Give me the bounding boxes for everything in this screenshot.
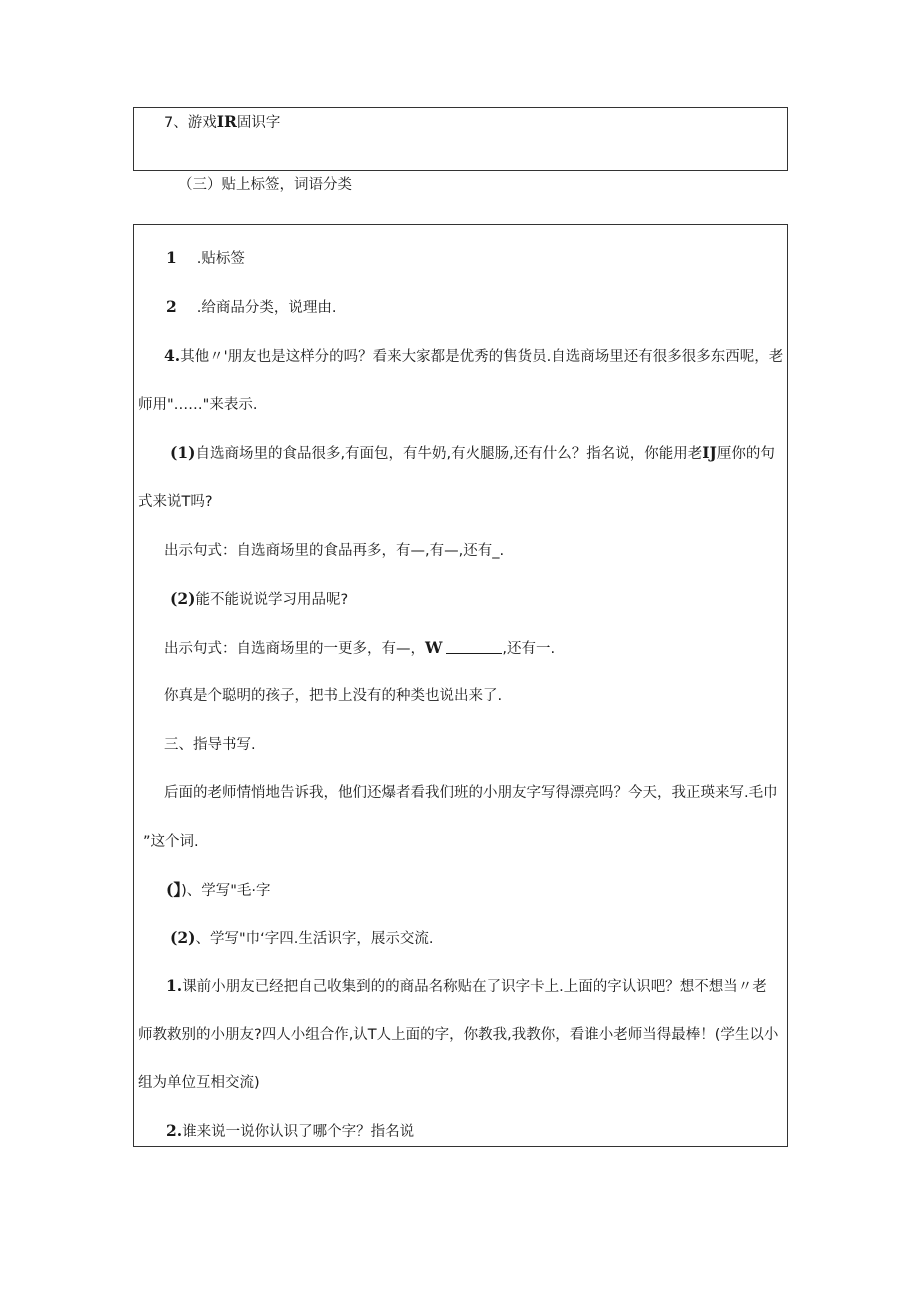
paragraph-3: [164, 346, 783, 367]
paragraph-text-tail: 厘你的句: [716, 446, 775, 462]
paragraph-text: 课前小朋友已经把自己收集到的的商品名称贴在了识字卡上.上面的字认识吧？想不想当〃老: [182, 979, 767, 995]
paragraph-text: 谁来说一说你认识了哪个字？指名说: [182, 1124, 415, 1140]
section-heading-3: 三、指导书写.: [164, 737, 256, 753]
paragraph-text: 能不能说说学习用品呢?: [195, 592, 349, 608]
pattern-text: 出示句式：自选商场里的一更多，有—，: [164, 641, 425, 657]
item-text-tail: 固识字: [236, 115, 281, 131]
game-item-7: [164, 112, 280, 133]
sentence-pattern-2: [164, 638, 555, 659]
paragraph-number: 1.: [166, 976, 183, 995]
paragraph-text: .贴标签: [196, 251, 245, 267]
paragraph-text: 其他〃'朋友也是这样分的吗？看来大家都是优秀的售货员.自选商场里还有很多很多东西呢，老: [180, 349, 784, 365]
paragraph-number: 1: [166, 248, 177, 267]
paragraph-text: 自选商场里的食品很多,有面包，有牛奶,有火腿肠,还有什么？指名说，你能用老: [195, 446, 703, 462]
paragraph-text: )、学写"毛·字: [181, 883, 271, 899]
paragraph-5: [170, 589, 348, 610]
paragraph-number: 4.: [164, 346, 181, 365]
praise-line: 你真是个聪明的孩子，把书上没有的种类也说出来了.: [164, 688, 503, 704]
paragraph-text: .给商品分类，说理由.: [196, 300, 337, 316]
pattern-bold-text: W: [425, 638, 443, 657]
paragraph-text: 、学写"巾‘字四.生活识字，展示交流.: [195, 931, 434, 947]
paragraph-number: 2: [166, 297, 177, 316]
paragraph-8: [170, 928, 433, 949]
paragraph-2: [166, 297, 337, 318]
paragraph-9-cont: 师教救别的小朋友?四人小组合作,认T人上面的字，你教我,我教你，看谁小老师当得最棒！(学生以小: [138, 1027, 779, 1043]
section-heading: （三）贴上标签，词语分类: [178, 177, 352, 193]
paragraph-4-cont: 式来说T吗?: [138, 494, 213, 510]
paragraph-6: 后面的老师情悄地告诉我，他们还爆者看我们班的小朋友字写得漂亮吗？今天，我正瑛来写.毛巾: [164, 785, 778, 801]
paragraph-bold-text: IJ: [702, 443, 717, 462]
paragraph-4: [170, 443, 775, 464]
paragraph-number: (1): [170, 443, 196, 462]
paragraph-number: 2.: [166, 1121, 183, 1140]
paragraph-9: [166, 976, 767, 997]
paragraph-3-cont: 师用"……"来表示.: [138, 397, 258, 413]
item-bold-text: IR: [216, 112, 237, 131]
paragraph-6-cont: ”这个词.: [143, 834, 199, 850]
paragraph-number: (2): [170, 589, 196, 608]
paragraph-1: [166, 248, 245, 269]
item-text: 游戏: [187, 115, 217, 131]
item-number: 7、: [164, 115, 188, 131]
paragraph-7: [166, 880, 271, 901]
paragraph-number: (2): [170, 928, 196, 947]
paragraph-10: [166, 1121, 414, 1142]
pattern-text-tail: ,还有一.: [502, 641, 556, 657]
sentence-pattern-1: 出示句式：自选商场里的食品再多，有—,有—,还有_.: [164, 543, 505, 559]
paragraph-number: (】: [166, 880, 182, 899]
fill-in-blank: [446, 639, 502, 654]
paragraph-9-cont-2: 组为单位互相交流): [138, 1075, 260, 1091]
